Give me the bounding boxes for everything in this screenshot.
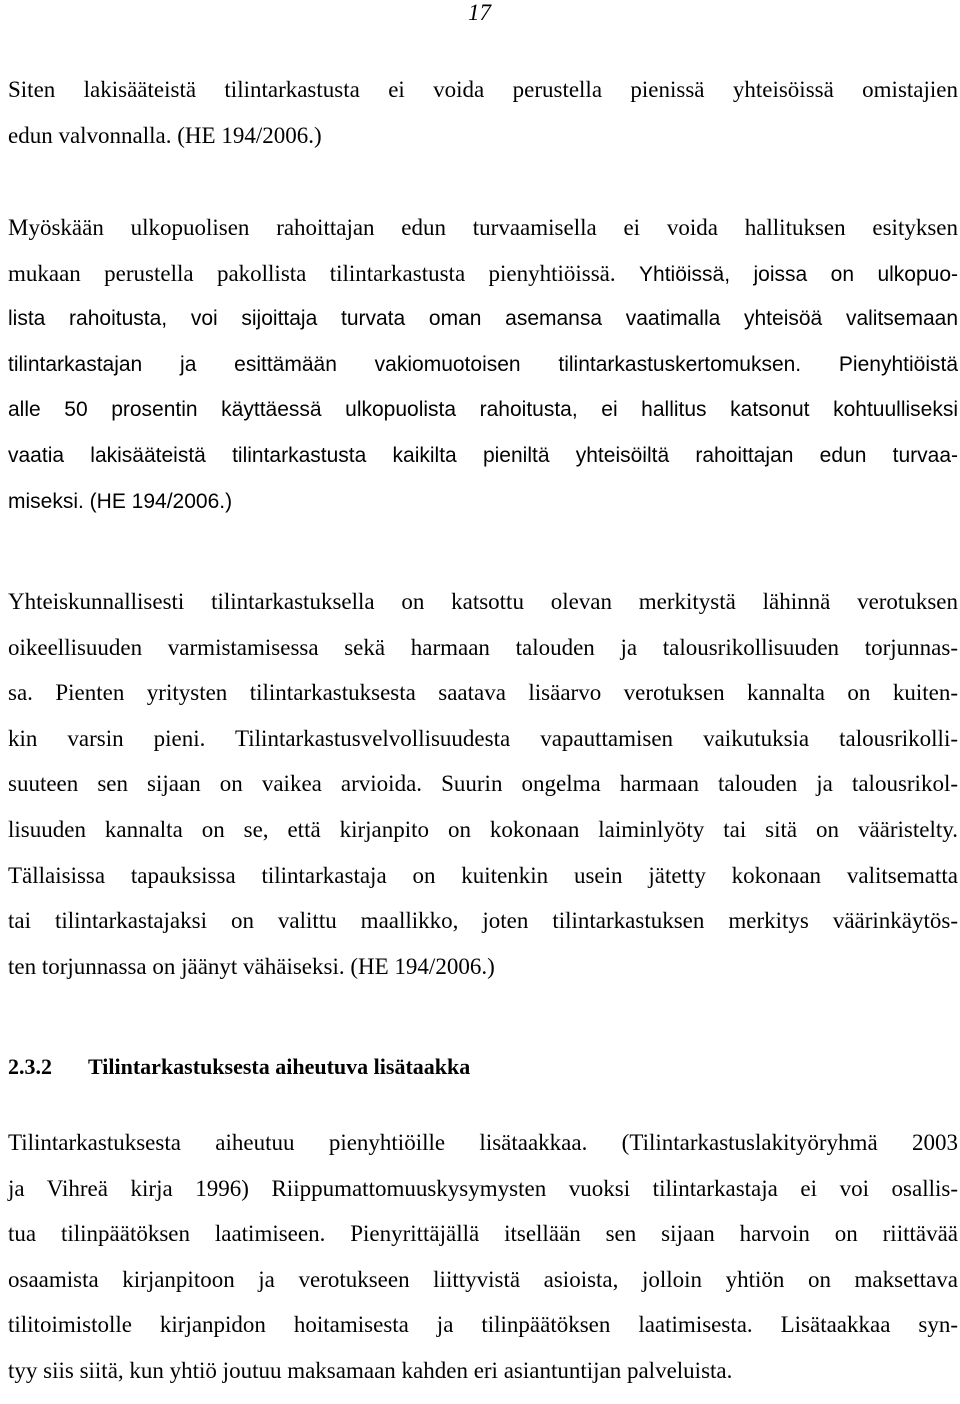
paragraph-line: Tilintarkastuksesta aiheutuu pienyhtiöille lisätaakkaa. (Tilintarkastuslakityöryhmä 2003 <box>8 1130 958 1155</box>
paragraph-line: miseksi. (HE 194/2006.) <box>8 489 233 513</box>
section-heading <box>8 1054 470 1080</box>
paragraph-4 <box>8 1130 958 1404</box>
paragraph-line: ja Vihreä kirja 1996) Riippumattomuuskysymysten vuoksi tilintarkastaja ei voi osallis- <box>8 1175 958 1201</box>
paragraph-line: tilitoimistolle kirjanpidon hoitamisesta ja tilinpäätöksen laatimisesta. Lisätaakkaa syn- <box>8 1312 958 1338</box>
paragraph-line: Tällaisissa tapauksissa tilintarkastaja on kuitenkin usein jätetty kokonaan valitsematta <box>8 862 958 888</box>
paragraph-2 <box>8 215 958 534</box>
paragraph-line: tai tilintarkastajaksi on valittu maallikko, joten tilintarkastuksen merkitys väärinkäytös- <box>8 908 958 934</box>
paragraph-line: Yhteiskunnallisesti tilintarkastuksella on katsottu olevan merkitystä lähinnä verotuksen <box>8 589 958 614</box>
paragraph-line: Myöskään ulkopuolisen rahoittajan edun turvaamisella ei voida hallituksen esityksen <box>8 215 958 240</box>
section-number: 2.3.2 <box>8 1054 52 1079</box>
paragraph-line: sa. Pienten yritysten tilintarkastuksesta saatava lisäarvo verotuksen kannalta on kuiten- <box>8 680 958 706</box>
paragraph-line: kin varsin pieni. Tilintarkastusvelvollisuudesta vapauttamisen vaikutuksia talousrikolli- <box>8 725 958 751</box>
paragraph-line: oikeellisuuden varmistamisessa sekä harmaan talouden ja talousrikollisuuden torjunnas- <box>8 634 958 660</box>
paragraph-line: osaamista kirjanpitoon ja verotukseen liittyvistä asioista, jolloin yhtiön on maksettava <box>8 1266 958 1292</box>
section-title: Tilintarkastuksesta aiheutuva lisätaakka <box>88 1054 471 1079</box>
paragraph-line: lisuuden kannalta on se, että kirjanpito on kokonaan laiminlyöty tai sitä on vääristelty. <box>8 816 958 842</box>
paragraph-line: tua tilinpäätöksen laatimiseen. Pienyrittäjällä itsellään sen sijaan harvoin on riittävää <box>8 1221 958 1247</box>
paragraph-line <box>8 261 958 307</box>
paragraph-3 <box>8 589 958 999</box>
paragraph-line: ten torjunnassa on jäänyt vähäiseksi. (HE 194/2006.) <box>8 953 495 979</box>
paragraph-line-part: Yhtiöissä, joissa on ulkopuo- <box>639 262 959 286</box>
paragraph-line: suuteen sen sijaan on vaikea arvioida. Suurin ongelma harmaan talouden ja talousrikol- <box>8 771 958 797</box>
page-number: 17 <box>468 0 491 25</box>
paragraph-line: Siten lakisääteistä tilintarkastusta ei voida perustella pienissä yhteisöissä omistajien <box>8 77 958 102</box>
paragraph-line: alle 50 prosentin käyttäessä ulkopuolista rahoitusta, ei hallitus katsonut kohtuulliseksi <box>8 398 958 422</box>
paragraph-line: edun valvonnalla. (HE 194/2006.) <box>8 122 322 148</box>
paragraph-line: lista rahoitusta, voi sijoittaja turvata oman asemansa vaatimalla yhteisöä valitsemaan <box>8 307 958 331</box>
paragraph-line: vaatia lakisääteistä tilintarkastusta kaikilta pieniltä yhteisöiltä rahoittajan edun turvaa- <box>8 443 958 467</box>
paragraph-line-part: mukaan perustella pakollista tilintarkastusta pienyhtiöissä. <box>8 260 640 286</box>
paragraph-line: tyy siis siitä, kun yhtiö joutuu maksamaan kahden eri asiantuntijan palveluista. <box>8 1357 733 1383</box>
paragraph-line: tilintarkastajan ja esittämään vakiomuotoisen tilintarkastuskertomuksen. Pienyhtiöistä <box>8 352 958 376</box>
paragraph-1 <box>8 77 958 168</box>
